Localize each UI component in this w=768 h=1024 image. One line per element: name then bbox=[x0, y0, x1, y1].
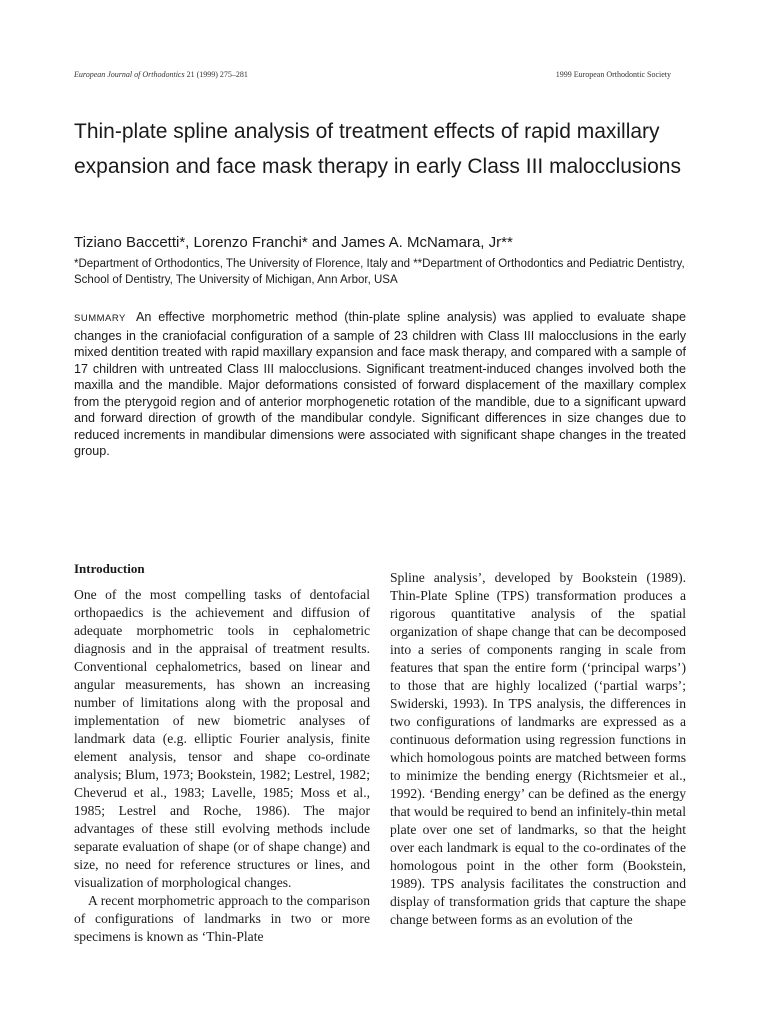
right-column bbox=[390, 569, 686, 929]
summary-label: SUMMARY bbox=[74, 313, 126, 324]
author-list: Tiziano Baccetti*, Lorenzo Franchi* and James A. McNamara, Jr** bbox=[74, 234, 513, 251]
journal-name: European Journal of Orthodontics bbox=[74, 70, 185, 79]
affiliations: *Department of Orthodontics, The University of Florence, Italy and **Department of Orthodontics and Pediatric Dentistry, School of Dentistry, The University of Michigan, Ann Arbor, USA bbox=[74, 258, 685, 286]
society-copyright: 1999 European Orthodontic Society bbox=[555, 70, 671, 79]
left-column bbox=[74, 560, 370, 946]
running-header bbox=[74, 70, 671, 79]
section-heading-introduction: Introduction bbox=[74, 561, 145, 576]
paragraph: One of the most compelling tasks of dentofacial orthopaedics is the achievement and diffusion of adequate morphometric tools in cephalometric diagnosis and in the appraisal of treatment results. Conventional cephalometrics, based on linear and angular measurements, has shown an increasing number of limitations along with the proposal and implementation of new biometric analyses of landmark data (e.g. elliptic Fourier analysis, finite element analysis, tensor and shape co-ordinate analysis; Blum, 1973; Bookstein, 1982; Lestrel, 1982; Cheverud et al., 1983; Lavelle, 1985; Moss et al., 1985; Lestrel and Roche, 1986). The major advantages of these still evolving methods include separate evaluation of shape (or of shape change) and size, no need for reference structures or lines, and visualization of morphological changes. bbox=[74, 587, 370, 890]
volume-pages: 21 (1999) 275–281 bbox=[186, 70, 248, 79]
summary-abstract bbox=[74, 309, 686, 460]
article-title: Thin-plate spline analysis of treatment effects of rapid maxillary expansion and face mask therapy in early Class III malocclusions bbox=[74, 120, 681, 178]
journal-citation bbox=[74, 70, 248, 79]
paragraph: A recent morphometric approach to the comparison of configurations of landmarks in two or more specimens is known as ‘Thin-Plate bbox=[74, 893, 370, 944]
summary-text: An effective morphometric method (thin-plate spline analysis) was applied to evaluate shape changes in the craniofacial configuration of a sample of 23 children with Class III malocclusions in the early mixed dentition treated with rapid maxillary expansion and face mask therapy, and compared with a sample of 17 children with untreated Class III malocclusions. Significant treatment-induced changes involved both the maxilla and the mandible. Major deformations consisted of forward displacement of the maxillary complex from the pterygoid region and of anterior morphogenetic rotation of the mandible, due to a significant upward and forward direction of growth of the mandibular condyle. Significant differences in size changes due to reduced increments in mandibular dimensions were associated with significant shape changes in the treated group. bbox=[74, 310, 686, 458]
paragraph: Spline analysis’, developed by Bookstein (1989). Thin-Plate Spline (TPS) transformation produces a rigorous quantitative analysis of the spatial organization of shape change that can be decomposed into a series of components ranging in scale from features that span the entire form (‘principal warps’) to those that are highly localized (‘partial warps’; Swiderski, 1993). In TPS analysis, the differences in two configurations of landmarks are expressed as a continuous deformation using regression functions in which homologous points are matched between forms to minimize the bending energy (Richtsmeier et al., 1992). ‘Bending energy’ can be defined as the energy that would be required to bend an infinitely-thin metal plate over one set of landmarks, so that the height over each landmark is equal to the co-ordinates of the homologous point in the other form (Bookstein, 1989). TPS analysis facilitates the construction and display of transformation grids that capture the shape change between forms as an evolution of the bbox=[390, 570, 686, 927]
